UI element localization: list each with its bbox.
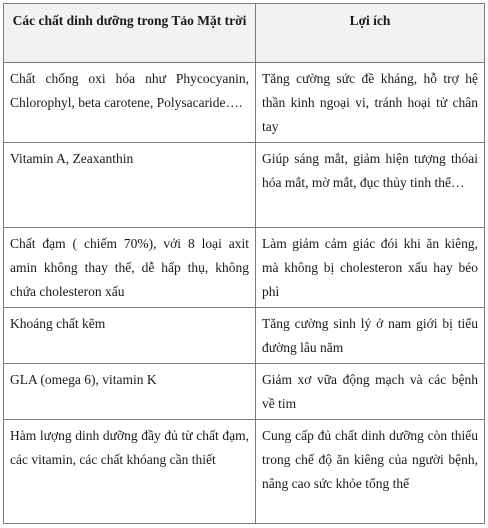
nutrient-cell: Chất đạm ( chiếm 70%), với 8 loại axit amin không thay thế, dễ hấp thụ, không chứa cholesteron xấu (4, 228, 256, 308)
table-row (4, 228, 485, 308)
header-benefits: Lợi ích (256, 4, 485, 63)
table-row (4, 63, 485, 143)
benefit-cell: Giúp sáng mắt, giảm hiện tượng thóai hóa mắt, mờ mắt, đục thủy tinh thể… (256, 143, 485, 228)
nutrition-benefits-table (3, 3, 485, 524)
table-row (4, 308, 485, 364)
table-header-row (4, 4, 485, 63)
benefit-cell: Tăng cường sinh lý ở nam giới bị tiểu đường lâu năm (256, 308, 485, 364)
benefit-cell: Cung cấp đủ chất dinh dưỡng còn thiếu trong chế độ ăn kiêng của người bệnh, nâng cao sức khỏe tổng thể (256, 420, 485, 524)
nutrient-cell: Khoáng chất kẽm (4, 308, 256, 364)
nutrient-cell: Chất chống oxi hóa như Phycocyanin, Chlorophyl, beta carotene, Polysacaride…. (4, 63, 256, 143)
nutrient-cell: Vitamin A, Zeaxanthin (4, 143, 256, 228)
header-nutrients: Các chất dinh dưỡng trong Tảo Mặt trời (4, 4, 256, 63)
nutrient-cell: GLA (omega 6), vitamin K (4, 364, 256, 420)
table-row (4, 420, 485, 524)
benefit-cell: Tăng cường sức đề kháng, hỗ trợ hệ thần kinh ngoại vi, tránh hoại tử chân tay (256, 63, 485, 143)
benefit-cell: Giảm xơ vữa động mạch và các bệnh về tim (256, 364, 485, 420)
nutrient-cell: Hàm lượng dinh dưỡng đầy đủ từ chất đạm, các vitamin, các chất khóang cần thiết (4, 420, 256, 524)
benefit-cell: Làm giảm cảm giác đói khi ăn kiêng, mà không bị cholesteron xấu hay béo phì (256, 228, 485, 308)
table-row (4, 143, 485, 228)
table-row (4, 364, 485, 420)
